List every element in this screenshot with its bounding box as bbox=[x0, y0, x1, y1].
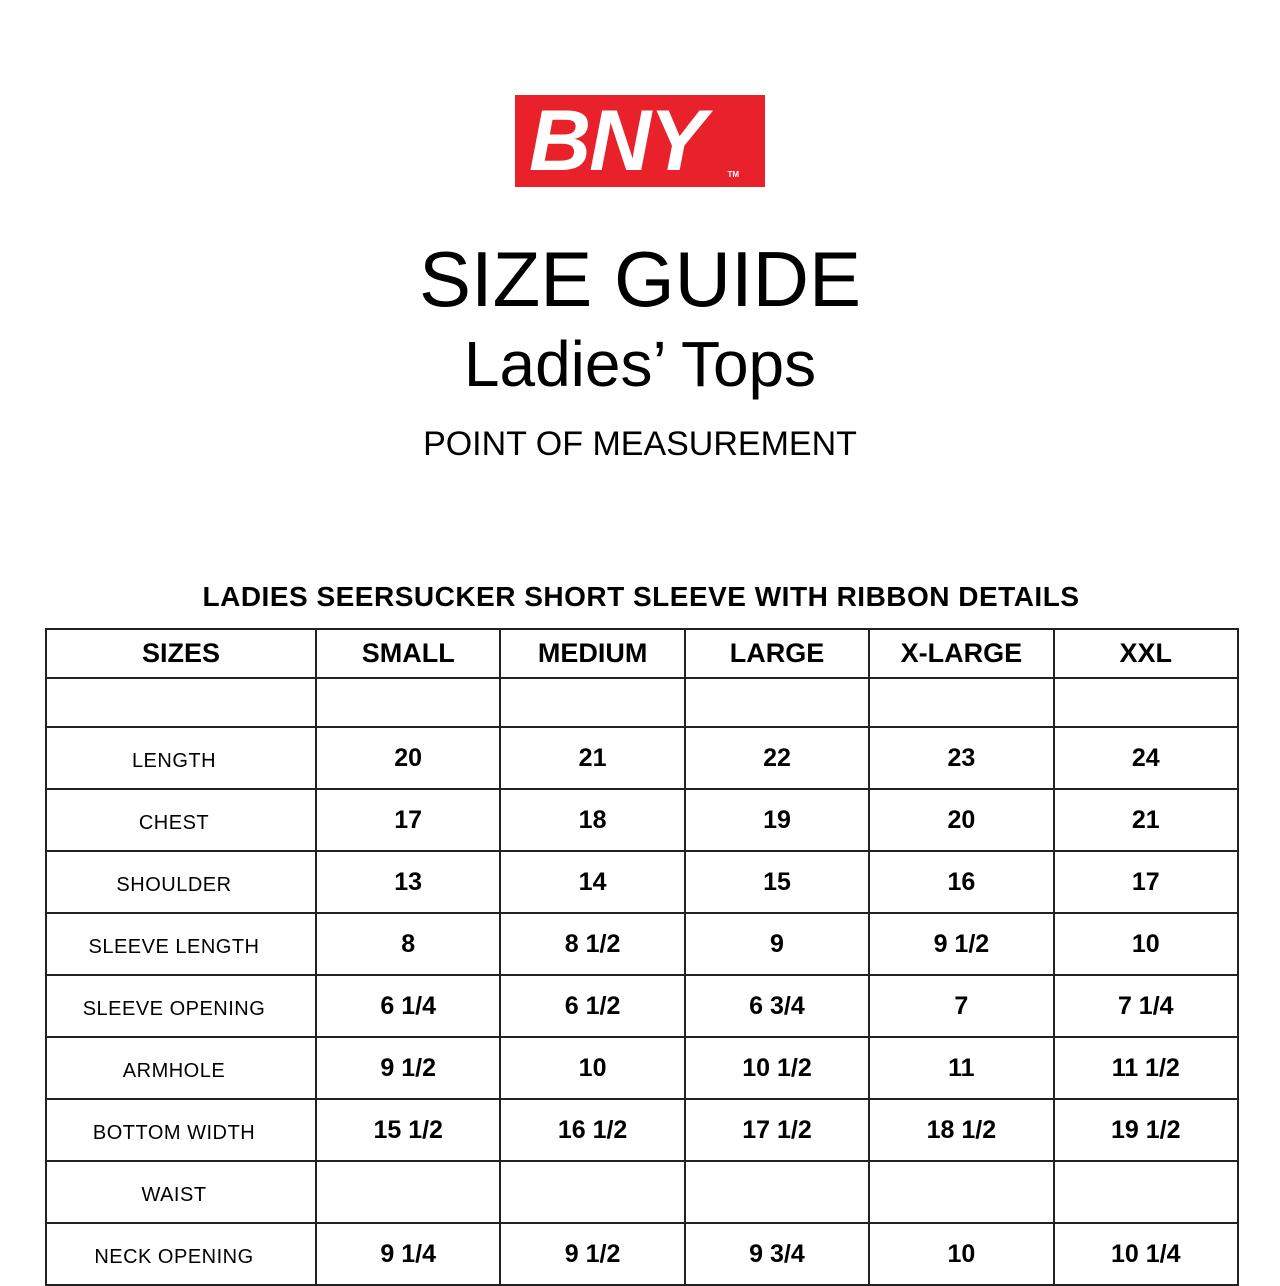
measurement-cell: 18 bbox=[500, 789, 684, 851]
table-cell bbox=[685, 678, 869, 727]
measurement-cell bbox=[685, 1161, 869, 1223]
table-row bbox=[46, 1099, 1238, 1161]
measurement-cell: 16 1/2 bbox=[500, 1099, 684, 1161]
table-cell bbox=[869, 678, 1053, 727]
measurement-cell: 20 bbox=[316, 727, 500, 789]
page-title: SIZE GUIDE bbox=[418, 235, 862, 323]
measurement-cell: 23 bbox=[869, 727, 1053, 789]
measurement-caption: POINT OF MEASUREMENT bbox=[423, 425, 857, 463]
trademark-mark: TM bbox=[727, 170, 739, 179]
table-cell bbox=[46, 678, 316, 727]
table-row bbox=[46, 913, 1238, 975]
measurement-cell: 9 1/4 bbox=[316, 1223, 500, 1285]
measurement-cell bbox=[869, 1161, 1053, 1223]
row-label: BOTTOM WIDTH bbox=[46, 1099, 316, 1161]
measurement-cell: 18 1/2 bbox=[869, 1099, 1053, 1161]
measurement-cell: 10 bbox=[869, 1223, 1053, 1285]
measurement-cell: 21 bbox=[1054, 789, 1238, 851]
table-row bbox=[46, 727, 1238, 789]
table-row bbox=[46, 1161, 1238, 1223]
table-cell bbox=[500, 678, 684, 727]
measurement-cell: 15 1/2 bbox=[316, 1099, 500, 1161]
table-row bbox=[46, 851, 1238, 913]
column-header-sizes: SIZES bbox=[46, 629, 316, 678]
page-subtitle: Ladies’ Tops bbox=[463, 328, 817, 400]
measurement-cell: 22 bbox=[685, 727, 869, 789]
measurement-cell: 10 bbox=[500, 1037, 684, 1099]
measurement-cell bbox=[500, 1161, 684, 1223]
measurement-cell: 21 bbox=[500, 727, 684, 789]
measurement-cell: 10 bbox=[1054, 913, 1238, 975]
measurement-cell: 15 bbox=[685, 851, 869, 913]
row-label: WAIST bbox=[46, 1161, 316, 1223]
measurement-cell bbox=[316, 1161, 500, 1223]
column-header-large: LARGE bbox=[685, 629, 869, 678]
brand-logo bbox=[515, 95, 765, 187]
measurement-cell: 9 1/2 bbox=[316, 1037, 500, 1099]
measurement-cell: 13 bbox=[316, 851, 500, 913]
row-label: ARMHOLE bbox=[46, 1037, 316, 1099]
measurement-cell: 16 bbox=[869, 851, 1053, 913]
table-cell bbox=[316, 678, 500, 727]
measurement-cell: 17 1/2 bbox=[685, 1099, 869, 1161]
measurement-cell: 8 1/2 bbox=[500, 913, 684, 975]
column-header-x-large: X-LARGE bbox=[869, 629, 1053, 678]
measurement-cell: 17 bbox=[1054, 851, 1238, 913]
table-title: LADIES SEERSUCKER SHORT SLEEVE WITH RIBBON DETAILS bbox=[202, 581, 1080, 612]
measurement-cell: 10 1/2 bbox=[685, 1037, 869, 1099]
row-label: SLEEVE LENGTH bbox=[46, 913, 316, 975]
row-label: SHOULDER bbox=[46, 851, 316, 913]
measurement-cell: 6 3/4 bbox=[685, 975, 869, 1037]
measurement-cell: 17 bbox=[316, 789, 500, 851]
column-header-medium: MEDIUM bbox=[500, 629, 684, 678]
row-label: SLEEVE OPENING bbox=[46, 975, 316, 1037]
measurement-cell: 9 1/2 bbox=[869, 913, 1053, 975]
table-row bbox=[46, 1037, 1238, 1099]
measurement-cell: 6 1/2 bbox=[500, 975, 684, 1037]
measurement-cell: 19 bbox=[685, 789, 869, 851]
measurement-cell: 14 bbox=[500, 851, 684, 913]
row-label: NECK OPENING bbox=[46, 1223, 316, 1285]
measurement-cell: 11 bbox=[869, 1037, 1053, 1099]
measurement-cell bbox=[1054, 1161, 1238, 1223]
measurement-cell: 8 bbox=[316, 913, 500, 975]
row-label: CHEST bbox=[46, 789, 316, 851]
size-table bbox=[45, 628, 1239, 1286]
measurement-cell: 20 bbox=[869, 789, 1053, 851]
measurement-cell: 11 1/2 bbox=[1054, 1037, 1238, 1099]
measurement-cell: 24 bbox=[1054, 727, 1238, 789]
measurement-cell: 7 bbox=[869, 975, 1053, 1037]
header-row bbox=[46, 629, 1238, 678]
measurement-cell: 9 bbox=[685, 913, 869, 975]
measurement-cell: 10 1/4 bbox=[1054, 1223, 1238, 1285]
measurement-cell: 9 3/4 bbox=[685, 1223, 869, 1285]
brand-name: BNY bbox=[529, 93, 705, 189]
measurement-cell: 6 1/4 bbox=[316, 975, 500, 1037]
table-row bbox=[46, 975, 1238, 1037]
row-label: LENGTH bbox=[46, 727, 316, 789]
table-row bbox=[46, 789, 1238, 851]
measurement-cell: 9 1/2 bbox=[500, 1223, 684, 1285]
measurement-cell: 19 1/2 bbox=[1054, 1099, 1238, 1161]
column-header-xxl: XXL bbox=[1054, 629, 1238, 678]
column-header-small: SMALL bbox=[316, 629, 500, 678]
measurement-cell: 7 1/4 bbox=[1054, 975, 1238, 1037]
blank-row bbox=[46, 678, 1238, 727]
table-row bbox=[46, 1223, 1238, 1285]
table-cell bbox=[1054, 678, 1238, 727]
